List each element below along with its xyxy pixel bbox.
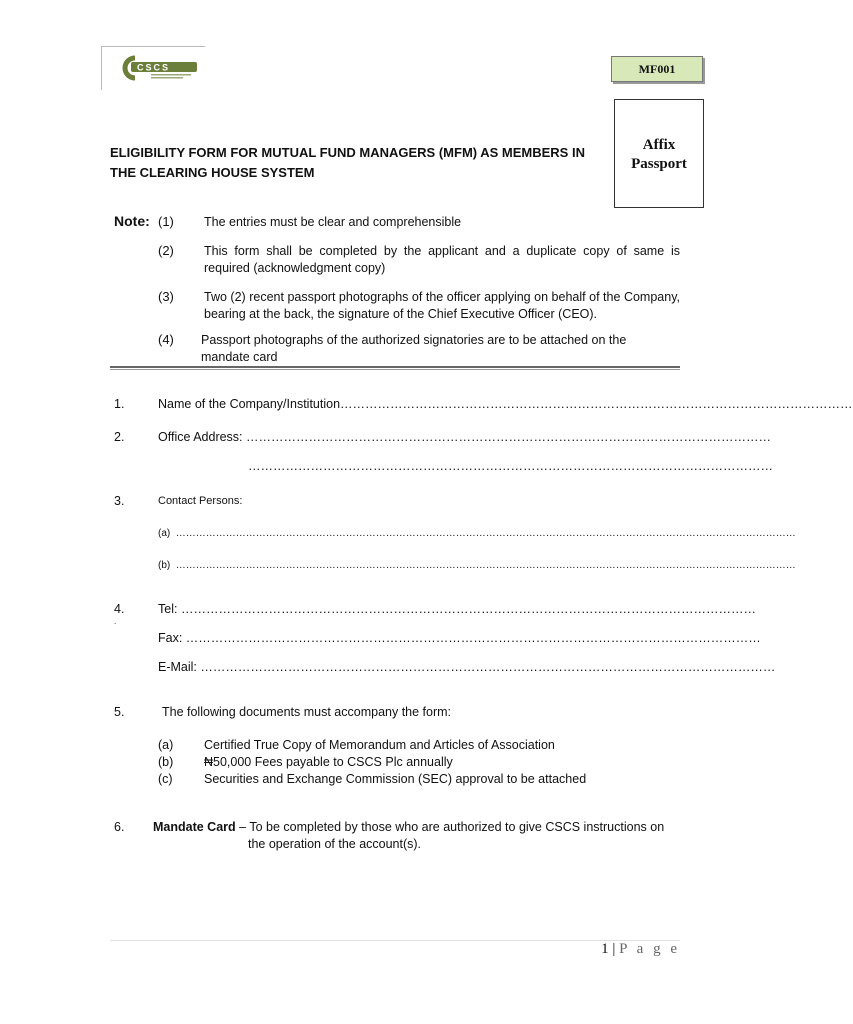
doc-number-b: (b) [158,755,174,769]
form-code-badge [611,56,703,82]
note-number-1: (1) [158,214,174,229]
note-label: Note: [114,213,150,229]
tel-label: Tel: [158,602,181,616]
form-code: MF001 [638,61,676,76]
doc-number-a: (a) [158,738,174,752]
note-text-2: This form shall be completed by the applicant and a duplicate copy of same is required (acknowledgment copy) [204,244,680,275]
corner-mark-vertical [101,46,102,90]
contact-persons-label: Contact Persons: [158,495,243,507]
note-text-3: Two (2) recent passport photographs of the officer applying on behalf of the Company, bearing at the back, the signature of the Chief Executive Officer (CEO). [204,290,680,321]
email-field[interactable]: E-Mail: ………………………………………………………………………………………………………………………… [158,660,776,674]
note-number-3: (3) [158,289,174,304]
section-divider [110,366,680,368]
field-number-4: 4. [114,602,125,616]
field-number-2: 2. [114,430,125,444]
office-address-field[interactable]: Office Address: ……………………………………………………………………………………………………………… [158,430,772,444]
note-number-2: (2) [158,243,174,258]
mandate-card-text: – To be completed by those who are authorized to give CSCS instructions on [235,820,665,834]
page-number: 1 | [601,941,620,957]
contact-person-a-label: (a) [158,528,171,539]
mandate-card-line2: the operation of the account(s). [248,837,422,851]
passport-label-line2: Passport [631,156,687,172]
tel-field[interactable]: Tel: ………………………………………………………………………………………………………………………… [158,602,756,616]
mandate-card-label: Mandate Card [153,820,236,834]
mandate-card-line1 [153,819,680,836]
office-address-label: Office Address: [158,430,247,444]
contact-person-b-label: (b) [158,560,171,571]
fax-label: Fax: [158,631,186,645]
contact-person-a-field[interactable]: (a) …………………………………………………………………………………………………………………………………………………………………… [158,528,796,539]
section-divider-shadow [110,369,680,370]
stray-mark: . [114,617,117,626]
field-number-6: 6. [114,820,125,834]
passport-photo-box [614,99,704,208]
passport-label-line1: Affix [642,137,676,153]
doc-text-c: Securities and Exchange Commission (SEC) approval to be attached [204,772,587,786]
doc-text-b: ₦50,000 Fees payable to CSCS Plc annually [204,755,453,769]
page-word: P a g e [619,941,680,957]
note-text-4: Passport photographs of the authorized signatories are to be attached on the mandate card [201,333,627,364]
corner-mark-horizontal [101,46,205,47]
note-text-1: The entries must be clear and comprehensible [204,215,462,229]
documents-label: The following documents must accompany the form: [162,705,452,719]
fax-field[interactable]: Fax: ………………………………………………………………………………………………………………………… [158,631,761,645]
company-name-label: Name of the Company/Institution [158,397,341,411]
cscs-logo [117,54,199,82]
page-footer [560,941,680,958]
email-label: E-Mail: [158,660,201,674]
form-title: ELIGIBILITY FORM FOR MUTUAL FUND MANAGERS (MFM) AS MEMBERS IN THE CLEARING HOUSE SYSTEM [110,145,585,180]
office-address-line2[interactable]: ……………………………………………………………………………………………………………… [248,459,773,473]
field-number-1: 1. [114,397,125,411]
doc-number-c: (c) [158,772,173,786]
field-number-5: 5. [114,705,125,719]
svg-text:CSCS: CSCS [137,62,171,73]
note-number-4: (4) [158,332,174,347]
contact-person-b-field[interactable]: (b) …………………………………………………………………………………………………………………………………………………………………… [158,560,796,571]
field-number-3: 3. [114,494,125,508]
company-name-field[interactable]: Name of the Company/Institution…………………………………………………………………………………………………………… [158,397,853,411]
doc-text-a: Certified True Copy of Memorandum and Articles of Association [204,738,555,752]
